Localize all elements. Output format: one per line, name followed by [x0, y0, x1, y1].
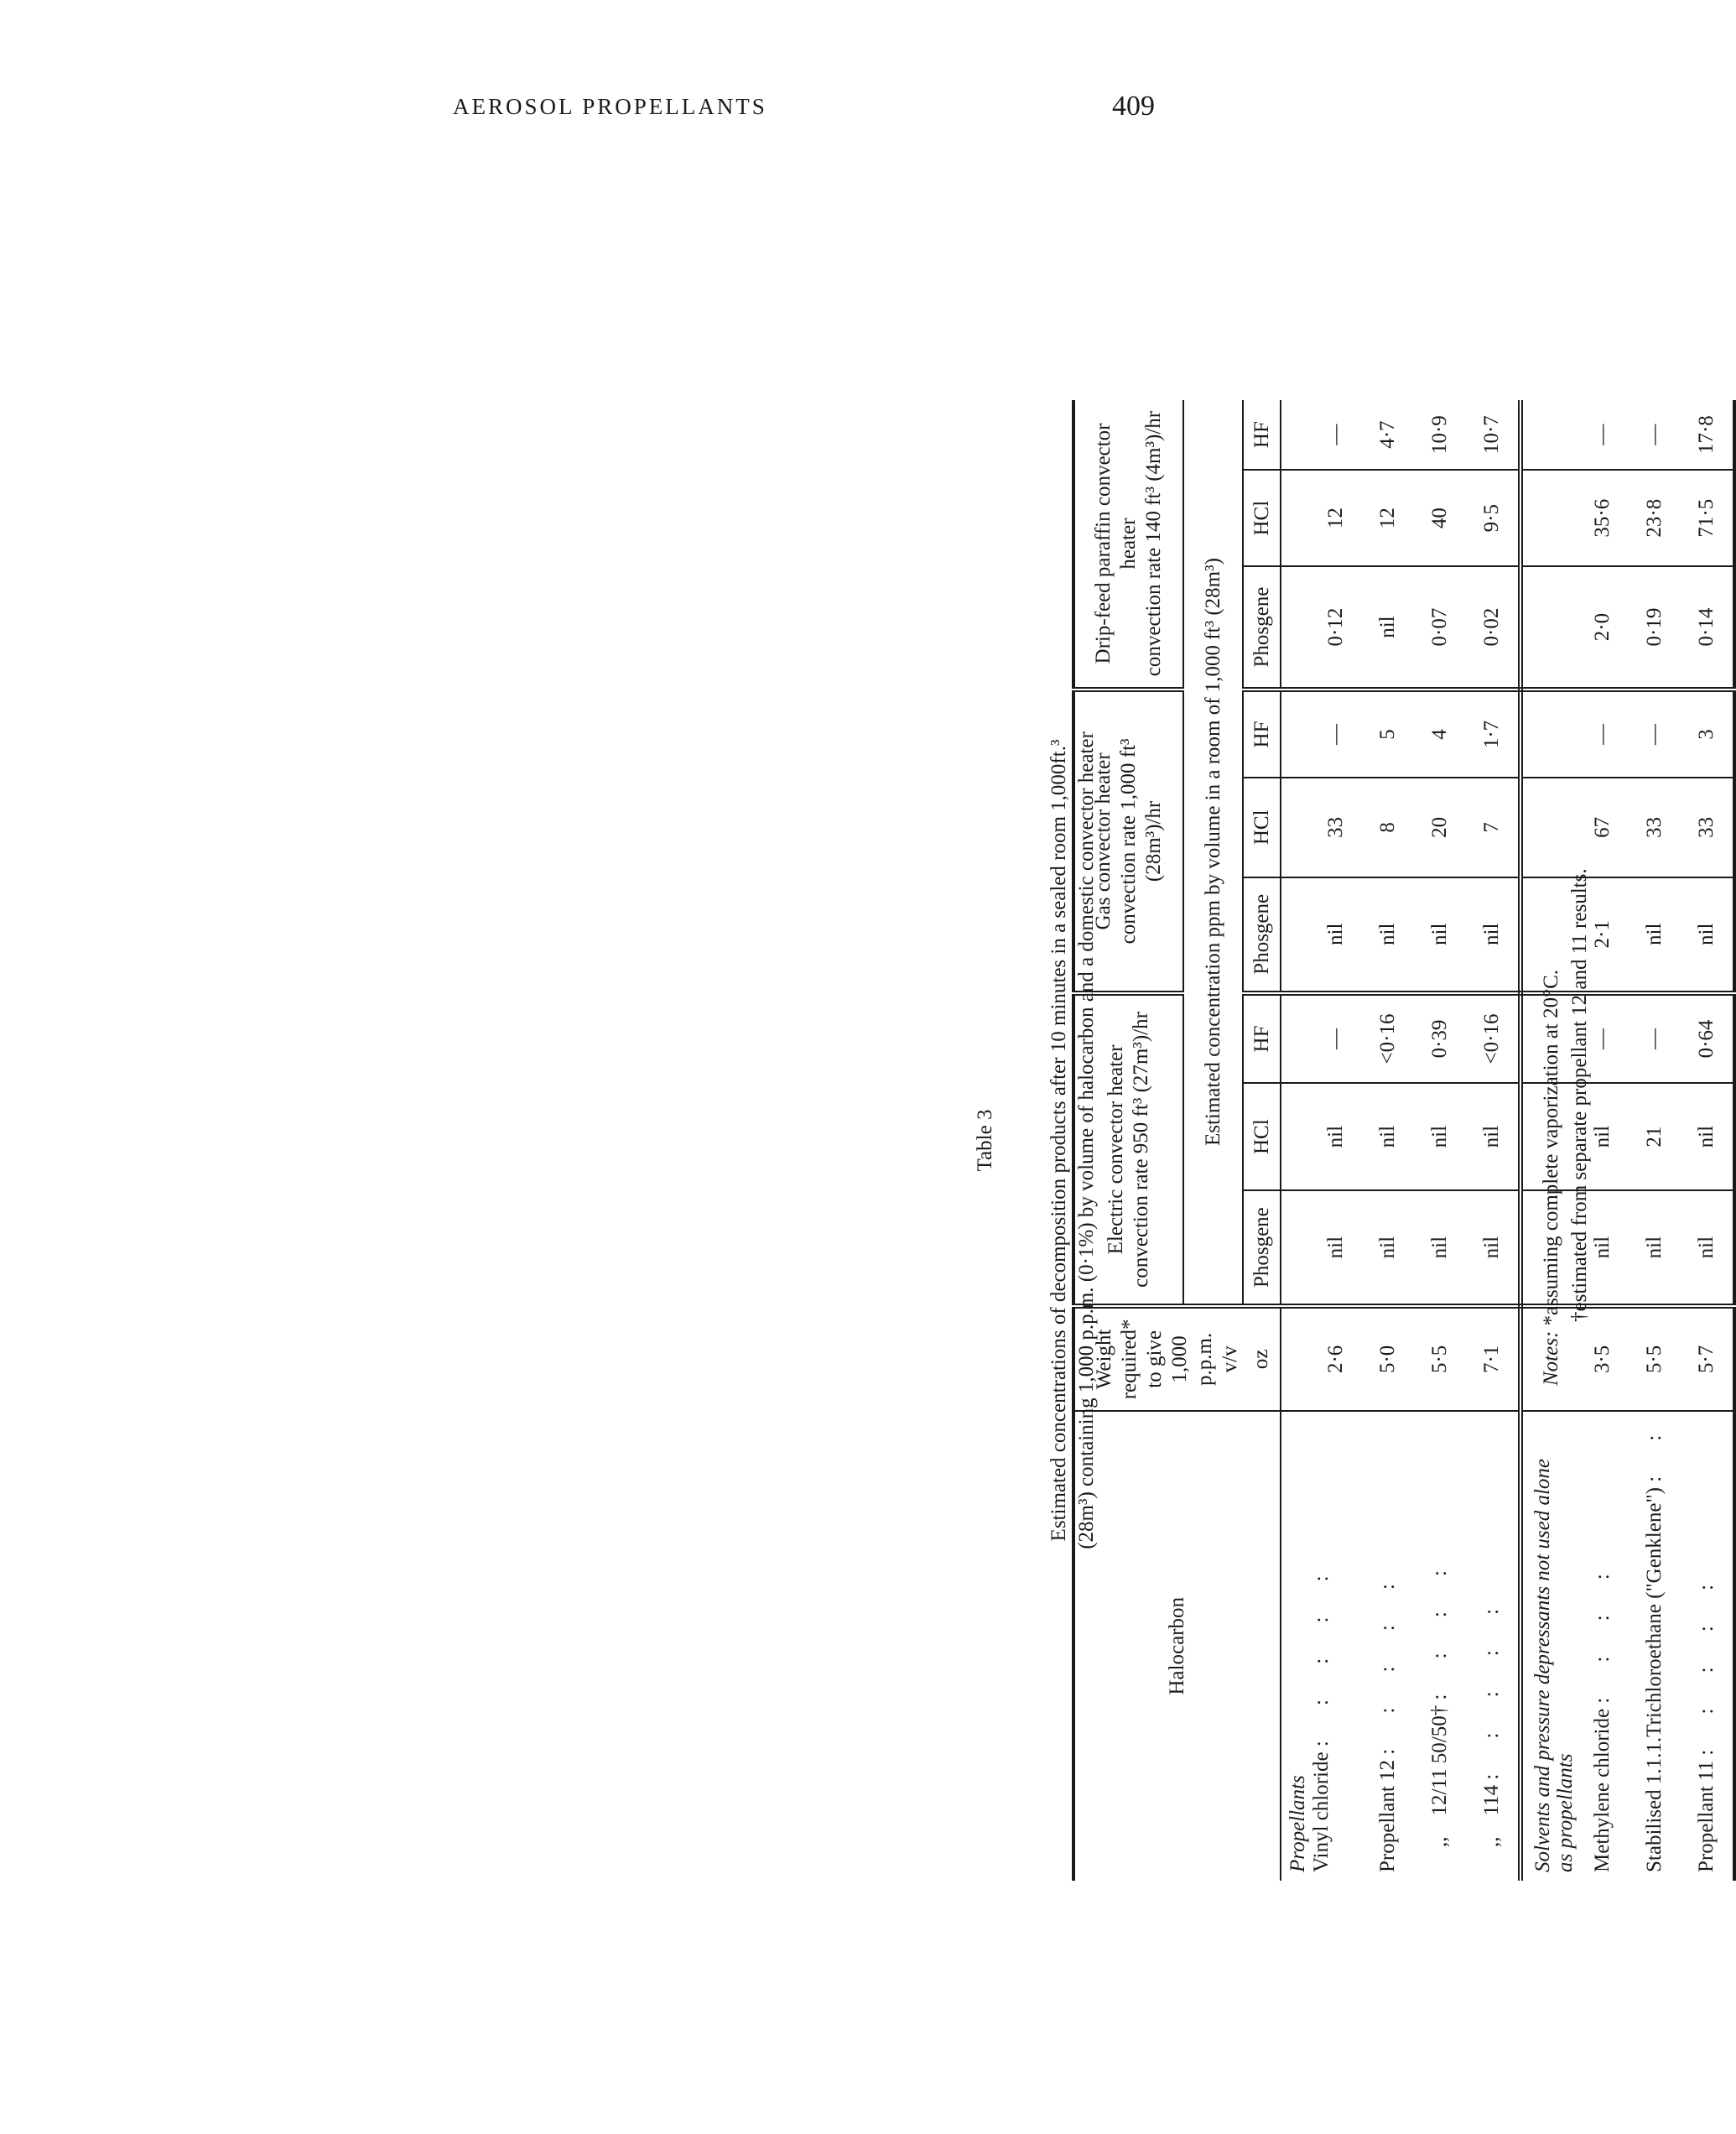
cell-g-hcl: 33 [1310, 778, 1362, 877]
cell-d-phosgene: 0·19 [1629, 566, 1681, 690]
cell-d-hf: 17·8 [1681, 400, 1734, 470]
header-e-hf: HF [1243, 993, 1281, 1083]
cell-e-hf: <0·16 [1362, 993, 1414, 1083]
cell-oz: 5·5 [1629, 1306, 1681, 1410]
cell-g-hcl: 33 [1681, 778, 1734, 877]
cell-e-hcl: nil [1362, 1083, 1414, 1190]
cell-d-hcl: 23·8 [1629, 470, 1681, 566]
note-1: *assuming complete vaporization at 20°C. [1540, 969, 1562, 1326]
cell-d-phosgene: 0·02 [1466, 566, 1520, 690]
running-head: AEROSOL PROPELLANTS [453, 94, 767, 119]
caption-line-1: Estimated concentrations of decomposition products after 10 minutes in a sealed room 1,000ft.³ [1047, 739, 1070, 1542]
row-label: Propellant 12 : : : : : [1362, 1411, 1414, 1881]
cell-e-hf: — [1310, 993, 1362, 1083]
weight-line-1: Weight [1093, 1329, 1115, 1390]
cell-d-hcl: 9·5 [1466, 470, 1520, 566]
row-label: Propellant 11 : : : : : [1681, 1411, 1734, 1881]
weight-line-4: 1,000 p.p.m. [1168, 1332, 1216, 1386]
cell-e-phosgene: nil [1629, 1190, 1681, 1306]
cell-d-hcl: 71·5 [1681, 470, 1734, 566]
cell-e-hf: 0·39 [1414, 993, 1466, 1083]
cell-g-phosgene: nil [1414, 877, 1466, 993]
cell-e-hcl: nil [1577, 1083, 1629, 1190]
cell-g-phosgene: nil [1681, 877, 1734, 993]
cell-g-hcl: 67 [1577, 778, 1629, 877]
cell-d-hf: 10·9 [1428, 415, 1451, 455]
row-label: ,, 12/11 50/50† : : : : [1414, 1411, 1466, 1881]
header-weight [1073, 1306, 1243, 1410]
cell-g-hf: — [1629, 690, 1681, 778]
cell-e-hcl: 21 [1629, 1083, 1681, 1190]
section-label-solvents: Solvents and pressure depressants not used alone as propellants [1520, 1411, 1577, 1881]
header-gas [1073, 690, 1183, 993]
header-g-hcl: HCl [1243, 778, 1281, 877]
header-oz: oz [1243, 1306, 1281, 1410]
gas-line-2: convection rate 1,000 ft³ (28m³)/hr [1117, 738, 1166, 945]
cell-g-hf: 5 [1362, 690, 1414, 778]
cell-e-phosgene: nil [1681, 1190, 1734, 1306]
cell-g-hf: — [1577, 690, 1629, 778]
cell-g-hf: — [1310, 690, 1362, 778]
cell-g-phosgene: nil [1466, 877, 1520, 993]
cell-oz: 5·5 [1414, 1306, 1466, 1410]
table-row [1466, 400, 1520, 1881]
note-2: †estimated from separate propellant 12 and 11 results. [1568, 868, 1591, 1322]
cell-e-hf: — [1629, 993, 1681, 1083]
header-d-hcl: HCl [1243, 470, 1281, 566]
cell-e-hf: <0·16 [1466, 993, 1520, 1083]
electric-line-2: convection rate 950 ft³ (27m³)/hr [1130, 1012, 1153, 1288]
row-label: Vinyl chloride : : : : : [1310, 1411, 1362, 1881]
cell-oz: 2·6 [1310, 1306, 1362, 1410]
cell-g-phosgene: nil [1310, 877, 1362, 993]
drip-line-1: Drip-feed paraffin convector heater [1092, 423, 1141, 664]
electric-line-1: Electric convector heater [1104, 1044, 1128, 1255]
table-row [1310, 400, 1362, 1881]
header-electric [1073, 993, 1183, 1306]
cell-e-hcl: nil [1310, 1083, 1362, 1190]
cell-g-hf: 4 [1414, 690, 1466, 778]
cell-oz: 5·0 [1362, 1306, 1414, 1410]
cell-g-hf: 3 [1681, 690, 1734, 778]
weight-line-2: required* [1118, 1319, 1141, 1400]
cell-g-phosgene: nil [1362, 877, 1414, 993]
header-drip [1073, 400, 1183, 690]
cell-e-phosgene: nil [1577, 1190, 1629, 1306]
cell-e-hcl: nil [1414, 1083, 1466, 1190]
header-d-phosgene: Phosgene [1243, 566, 1281, 690]
header-e-hcl: HCl [1243, 1083, 1281, 1190]
caption-line-2: (28m³) containing 1,000 p.p.m. (0·1%) by volume of halocarbon and a domestic convector heater [1075, 731, 1098, 1549]
row-label: Stabilised 1.1.1.Trichloroethane ("Genklene") : : [1629, 1411, 1681, 1881]
cell-e-phosgene: nil [1362, 1190, 1414, 1306]
cell-d-hcl: 35·6 [1577, 470, 1629, 566]
cell-g-hf: 1·7 [1466, 690, 1520, 778]
cell-d-hf: — [1591, 424, 1614, 445]
drip-line-2: convection rate 140 ft³ (4m³)/hr [1142, 410, 1166, 677]
section-propellants [1281, 400, 1310, 1881]
table-label: Table 3 [974, 1109, 996, 1172]
cell-g-hcl: 8 [1362, 778, 1414, 877]
cell-g-phosgene: 2·1 [1577, 877, 1629, 993]
table-row [1414, 400, 1466, 1881]
cell-oz: 5·7 [1681, 1306, 1734, 1410]
header-g-hf: HF [1243, 690, 1281, 778]
cell-d-phosgene: 0·12 [1310, 566, 1362, 690]
cell-e-hcl: nil [1466, 1083, 1520, 1190]
cell-d-hf: — [1324, 424, 1347, 445]
table-row [1629, 400, 1681, 1881]
cell-oz: 3·5 [1577, 1306, 1629, 1410]
header-d-hf: HF [1243, 400, 1281, 470]
notes-label: Notes: [1540, 1330, 1562, 1386]
cell-d-phosgene: nil [1362, 566, 1414, 690]
header-e-phosgene: Phosgene [1243, 1190, 1281, 1306]
header-halocarbon: Halocarbon [1073, 1411, 1281, 1881]
cell-oz: 7·1 [1466, 1306, 1520, 1410]
table-notes [1537, 868, 1594, 1386]
data-table [1072, 400, 1736, 1881]
cell-d-hcl: 12 [1310, 470, 1362, 566]
header-g-phosgene: Phosgene [1243, 877, 1281, 993]
cell-g-hcl: 33 [1629, 778, 1681, 877]
cell-d-hcl: 12 [1362, 470, 1414, 566]
cell-e-hf: — [1577, 993, 1629, 1083]
cell-d-hf: — [1643, 424, 1666, 445]
cell-g-hcl: 7 [1466, 778, 1520, 877]
cell-g-phosgene: nil [1629, 877, 1681, 993]
weight-line-3: to give [1143, 1330, 1166, 1388]
row-label: Methylene chloride : : : : [1577, 1411, 1629, 1881]
cell-d-hf: 4·7 [1376, 420, 1399, 449]
section-label-propellants: Propellants [1281, 1411, 1310, 1881]
rotated-table-block [946, 169, 1718, 1881]
header-estimated: Estimated concentration ppm by volume in a room of 1,000 ft³ (28m³) [1183, 400, 1243, 1306]
cell-d-phosgene: 0·14 [1681, 566, 1734, 690]
table-row [1362, 400, 1414, 1881]
cell-d-hcl: 40 [1414, 470, 1466, 566]
cell-d-phosgene: 2·0 [1577, 566, 1629, 690]
header-row-1 [1073, 400, 1183, 1881]
cell-e-phosgene: nil [1466, 1190, 1520, 1306]
page-number: 409 [1112, 91, 1155, 122]
cell-g-hcl: 20 [1414, 778, 1466, 877]
gas-line-1: Gas convector heater [1092, 752, 1115, 930]
cell-e-hf: 0·64 [1681, 993, 1734, 1083]
cell-e-hcl: nil [1681, 1083, 1734, 1190]
row-label: ,, 114 : : : : : [1466, 1411, 1520, 1881]
cell-d-phosgene: 0·07 [1414, 566, 1466, 690]
cell-e-phosgene: nil [1310, 1190, 1362, 1306]
cell-e-phosgene: nil [1414, 1190, 1466, 1306]
cell-d-hf: 10·7 [1466, 400, 1520, 470]
table-row [1681, 400, 1734, 1881]
weight-line-5: v/v [1219, 1345, 1241, 1373]
